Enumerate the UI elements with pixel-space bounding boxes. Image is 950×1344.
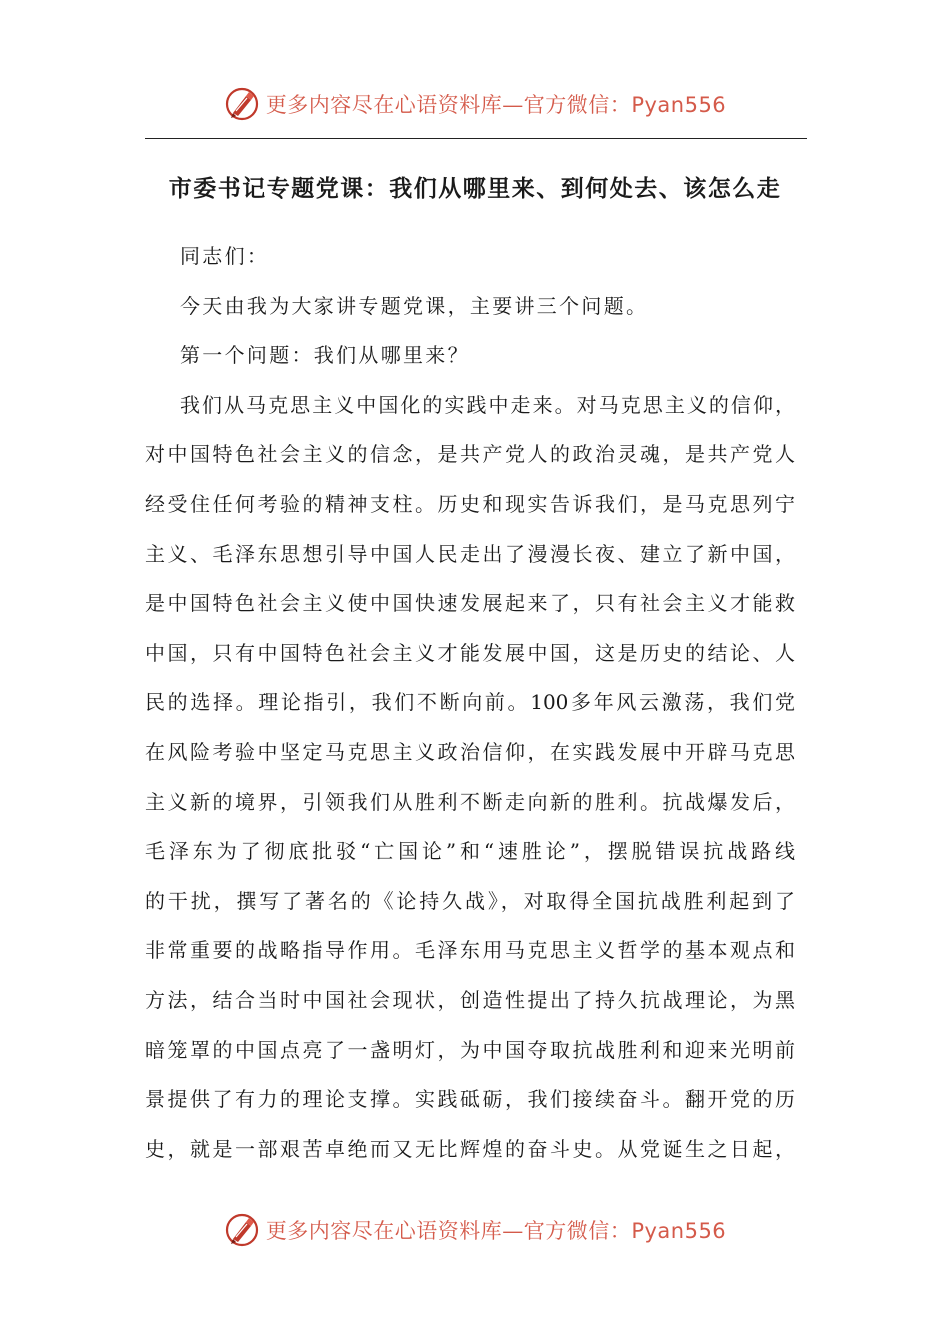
body-line: 史，就是一部艰苦卓绝而又无比辉煌的奋斗史。从党诞生之日起， <box>145 1136 795 1161</box>
fountain-pen-logo-icon <box>224 1212 260 1248</box>
body-line: 景提供了有力的理论支撑。实践砥砺，我们接续奋斗。翻开党的历 <box>145 1087 795 1112</box>
body-line: 民的选择。理论指引，我们不断向前。100多年风云激荡，我们党 <box>145 690 795 715</box>
body-line: 方法，结合当时中国社会现状，创造性提出了持久抗战理论，为黑 <box>145 987 795 1012</box>
header-divider <box>145 138 807 139</box>
body-line: 主义新的境界，引领我们从胜利不断走向新的胜利。抗战爆发后， <box>145 789 795 814</box>
body-line: 在风险考验中坚定马克思主义政治信仰，在实践发展中开辟马克思 <box>145 739 795 764</box>
body-line: 暗笼罩的中国点亮了一盏明灯，为中国夺取抗战胜利和迎来光明前 <box>145 1037 795 1062</box>
body-line: 是中国特色社会主义使中国快速发展起来了，只有社会主义才能救 <box>145 591 795 616</box>
body-line: 我们从马克思主义中国化的实践中走来。对马克思主义的信仰， <box>180 392 795 417</box>
body-line: 主义、毛泽东思想引导中国人民走出了漫漫长夜、建立了新中国， <box>145 541 795 566</box>
body-line: 经受住任何考验的精神支柱。历史和现实告诉我们，是马克思列宁 <box>145 491 795 516</box>
watermark-text: 更多内容尽在心语资料库—官方微信：Pyan556 <box>265 1219 727 1243</box>
body-line: 第一个问题：我们从哪里来？ <box>180 343 470 368</box>
footer-watermark <box>0 1210 950 1250</box>
document-title: 市委书记专题党课：我们从哪里来、到何处去、该怎么走 <box>168 175 782 202</box>
wechat-id: Pyan556 <box>631 93 727 117</box>
watermark-text: 更多内容尽在心语资料库—官方微信：Pyan556 <box>265 93 727 117</box>
body-line: 对中国特色社会主义的信念，是共产党人的政治灵魂，是共产党人 <box>145 442 795 467</box>
body-line: 的干扰，撰写了著名的《论持久战》，对取得全国抗战胜利起到了 <box>145 888 795 913</box>
body-line: 毛泽东为了彻底批驳“亡国论”和“速胜论”，摆脱错误抗战路线 <box>145 839 795 864</box>
body-line: 非常重要的战略指导作用。毛泽东用马克思主义哲学的基本观点和 <box>145 938 795 963</box>
document-body <box>145 232 795 1174</box>
body-line: 同志们： <box>180 244 270 268</box>
header-watermark <box>0 84 950 124</box>
body-line: 今天由我为大家讲专题党课，主要讲三个问题。 <box>180 293 649 318</box>
wechat-id: Pyan556 <box>631 1219 727 1243</box>
body-line: 中国，只有中国特色社会主义才能发展中国，这是历史的结论、人 <box>145 640 795 665</box>
fountain-pen-logo-icon <box>224 86 260 122</box>
